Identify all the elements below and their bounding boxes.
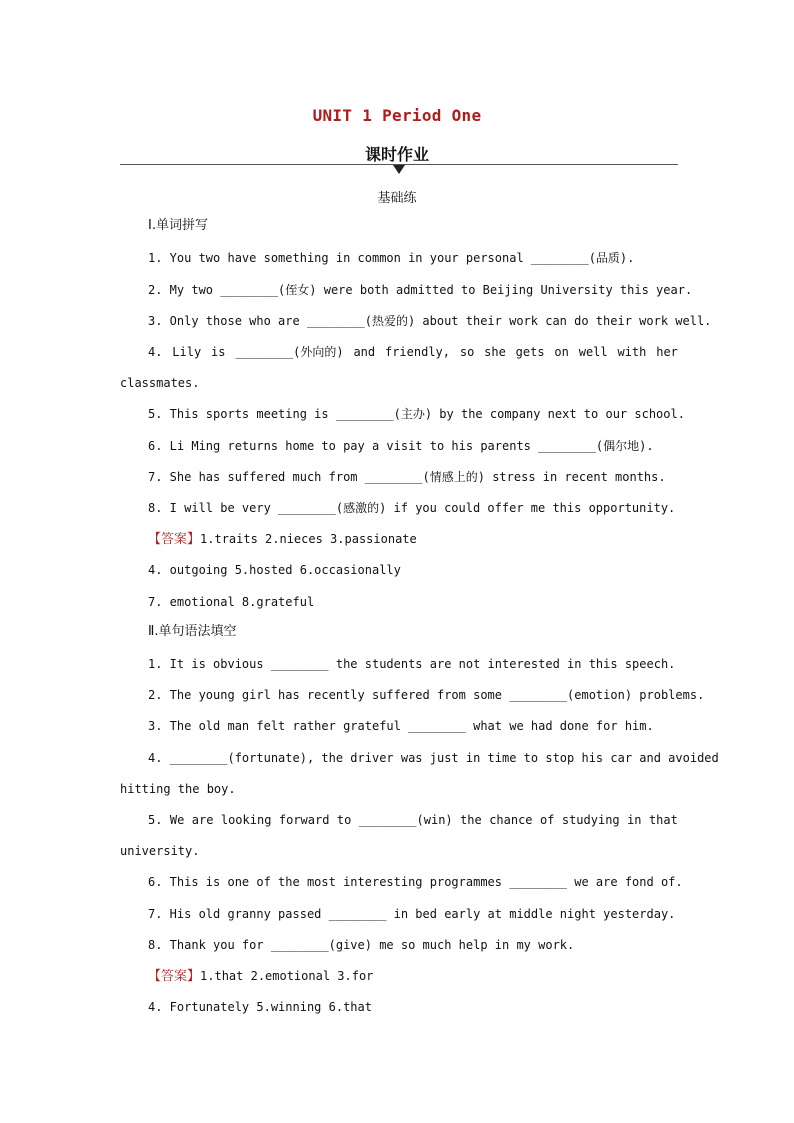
word: We <box>169 813 185 827</box>
down-triangle-icon <box>393 165 405 174</box>
part2-question-1: 1. It is obvious ________ the students are not interested in this speech. <box>148 657 676 671</box>
part1-question-8: 8. I will be very ________(感激的) if you could offer me this opportunity. <box>148 501 676 515</box>
part2-answer-line-2: 4. Fortunately 5.winning 6.that <box>148 1000 372 1014</box>
word: her <box>656 345 678 359</box>
word: forward <box>278 813 330 827</box>
word: gets <box>515 345 545 359</box>
part1-question-6: 6. Li Ming returns home to pay a visit to his parents ________(偶尔地). <box>148 439 654 453</box>
word: with <box>617 345 647 359</box>
part2-question-5-line2: university. <box>120 844 200 858</box>
part2-question-2: 2. The young girl has recently suffered from some ________(emotion) problems. <box>148 688 705 702</box>
answer-tag: 【答案】 <box>148 532 201 547</box>
word: to <box>336 813 352 827</box>
word: are <box>191 813 214 827</box>
word: Lily <box>172 345 202 359</box>
homework-heading: 课时作业 <box>364 145 429 164</box>
answer-text: 1.traits 2.nieces 3.passionate <box>200 532 417 546</box>
section-label: 基础练 <box>377 191 417 206</box>
word: studying <box>561 813 620 827</box>
part1-question-7: 7. She has suffered much from ________(情感上的) stress in recent months. <box>148 470 666 484</box>
part2-heading: Ⅱ.单句语法填空 <box>148 624 237 639</box>
part1-answer-line-2: 4. outgoing 5.hosted 6.occasionally <box>148 563 401 577</box>
word: friendly, <box>384 345 450 359</box>
part1-question-1: 1. You two have something in common in your personal ________(品质). <box>148 251 635 265</box>
word: ________(win) <box>358 813 453 827</box>
part1-answer-line-3: 7. emotional 8.grateful <box>148 595 315 609</box>
part2-question-7: 7. His old granny passed ________ in bed early at middle night yesterday. <box>148 907 676 921</box>
word: looking <box>220 813 272 827</box>
word: ________(外向的) <box>235 345 344 359</box>
word: is <box>211 345 226 359</box>
word: chance <box>489 813 533 827</box>
word: that <box>648 813 678 827</box>
part1-question-4-line1 <box>148 344 678 360</box>
part2-question-4-line1: 4. ________(fortunate), the driver was just in time to stop his car and avoided <box>148 751 719 765</box>
part2-question-4-line2: hitting the boy. <box>120 782 236 796</box>
part2-question-8: 8. Thank you for ________(give) me so much help in my work. <box>148 938 575 952</box>
part1-question-5: 5. This sports meeting is ________(主办) by the company next to our school. <box>148 407 685 421</box>
word: so <box>459 345 475 359</box>
word: she <box>484 345 506 359</box>
word: of <box>539 813 555 827</box>
part2-answer-line-1 <box>148 968 678 985</box>
word: 4. <box>148 345 163 359</box>
unit-title: UNIT 1 Period One <box>312 106 482 125</box>
part1-question-3: 3. Only those who are ________(热爱的) about their work can do their work well. <box>148 314 712 328</box>
word: in <box>627 813 642 827</box>
part2-question-3: 3. The old man felt rather grateful ________ what we had done for him. <box>148 719 654 733</box>
answer-tag: 【答案】 <box>148 969 201 984</box>
part1-question-4-line2: classmates. <box>120 376 200 390</box>
word: 5. <box>148 813 163 827</box>
part2-question-6: 6. This is one of the most interesting programmes ________ we are fond of. <box>148 875 683 889</box>
word: and <box>353 345 376 359</box>
word: well <box>578 345 608 359</box>
part1-question-2: 2. My two ________(侄女) were both admitted to Beijing University this year. <box>148 283 693 297</box>
answer-text: 1.that 2.emotional 3.for <box>200 969 374 983</box>
part2-question-5-line1 <box>148 812 678 828</box>
part1-heading: Ⅰ.单词拼写 <box>148 218 208 233</box>
word: the <box>460 813 482 827</box>
word: on <box>554 345 569 359</box>
part1-answer-line-1 <box>148 531 678 548</box>
